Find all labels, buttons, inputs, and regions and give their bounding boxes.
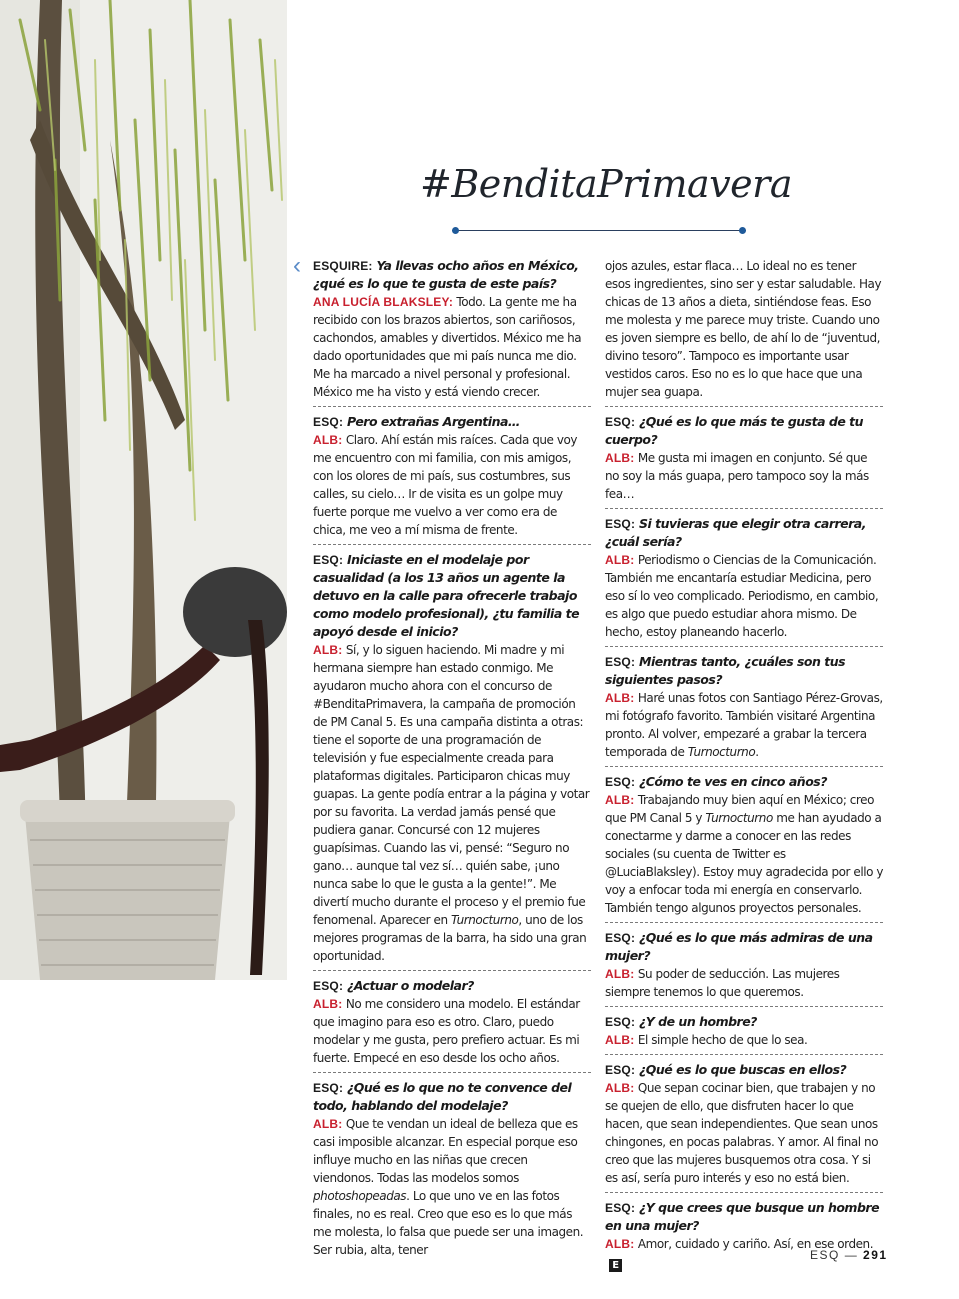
qa-item [605, 1061, 883, 1193]
qa-item [313, 977, 591, 1073]
footer-dash: — [844, 1248, 859, 1262]
qa-item [605, 1199, 883, 1277]
question: ESQ: ¿Y que crees que busque un hombre en una mujer? [605, 1200, 880, 1233]
qa-item [605, 515, 883, 647]
answer: ALB: No me considero una modelo. El estándar que imagino para eso es otro. Claro, puedo modelar y me gusta, pero prefiero actuar. Es mi fuerte. Empecé en eso desde los ocho años. [313, 997, 580, 1065]
qa-item [605, 413, 883, 509]
answer: ANA LUCÍA BLAKSLEY: Todo. La gente me ha recibido con los brazos abiertos, son cariñosos, cachondos, amables y divertidos. México me ha dado oportunidades que mi país nunca me dio. Me ha marcado a nivel personal y profesional. México me ha visto y está viendo crecer. [313, 295, 582, 399]
answer: ALB: Me gusta mi imagen en conjunto. Sé que no soy la más guapa, pero tampoco soy la más fea… [605, 451, 869, 501]
question: ESQ: ¿Qué es lo que más admiras de una mujer? [605, 930, 873, 963]
qa-item [605, 1013, 883, 1055]
question: ESQ: ¿Qué es lo que más te gusta de tu cuerpo? [605, 414, 864, 447]
magazine-name: ESQ [810, 1248, 840, 1262]
column-right [605, 257, 883, 1277]
qa-item [313, 257, 591, 407]
question: ESQ: ¿Qué es lo que no te convence del todo, hablando del modelaje? [313, 1080, 572, 1113]
qa-item [313, 551, 591, 971]
answer: ALB: Claro. Ahí están mis raíces. Cada que voy me encuentro con mi familia, con mis amigos, con los olores de mi país, sus costumbres, sus calles, su cielo… Ir de visita es un golpe muy fuerte porque me vuelvo a ver como era de chica, me veo a mí misma de frente. [313, 433, 578, 537]
question: ESQ: ¿Qué es lo que buscas en ellos? [605, 1062, 847, 1077]
question: ESQUIRE: Ya llevas ocho años en México, ¿qué es lo que te gusta de este país? [313, 258, 579, 291]
page-number: 291 [863, 1248, 888, 1262]
page-footer [810, 1248, 888, 1262]
qa-item [313, 1079, 591, 1264]
question: ESQ: Pero extrañas Argentina… [313, 414, 520, 429]
question: ESQ: ¿Cómo te ves en cinco años? [605, 774, 827, 789]
question: ESQ: Mientras tanto, ¿cuáles son tus siguientes pasos? [605, 654, 846, 687]
question: ESQ: Iniciaste en el modelaje por casualidad (a los 13 años un agente la detuvo en la calle para ofrecerle trabajo como modelo profesional), ¿tu familia te apoyó desde el inicio? [313, 552, 580, 639]
qa-item [605, 773, 883, 923]
answer: ALB: Que sepan cocinar bien, que trabajen y no se quejen de ello, que disfruten hacer lo que hacen, que sean independientes. Que sean unos chingones, en pocas palabras. Y amor. Al final no creo que las mujeres busquemos otra cosa. Y si es así, sería puro interés y eso no está bien. [605, 1081, 879, 1185]
column-left [313, 257, 591, 1264]
answer: ALB: El simple hecho de que lo sea. [605, 1033, 808, 1047]
article-title: #BenditaPrimavera [420, 162, 792, 206]
title-rule [452, 226, 746, 236]
answer: ALB: Trabajando muy bien aquí en México; creo que PM Canal 5 y Turnocturno me han ayudado a conectarme y darme a conocer en las redes sociales (su cuenta de Twitter es @LuciaBlaksley). Estoy muy agradecida por ello y voy a enfocar toda mi energía en conservarlo. También tengo algunos proyectos personales. [605, 793, 884, 915]
question: ESQ: ¿Y de un hombre? [605, 1014, 757, 1029]
answer: ALB: Amor, cuidado y cariño. Así, en ese orden.E [605, 1237, 874, 1271]
end-mark-icon: E [609, 1259, 622, 1272]
qa-item [313, 413, 591, 545]
answer: ALB: Su poder de seducción. Las mujeres siempre tenemos lo que queremos. [605, 967, 840, 999]
question: ESQ: Si tuvieras que elegir otra carrera, ¿cuál sería? [605, 516, 866, 549]
answer: ALB: Periodismo o Ciencias de la Comunicación. También me encantaría estudiar Medicina, pero eso sí lo veo complicado. Periodismo, en cambio, es algo que puedo estudiar ahora mismo. De hecho, estoy planeando hacerlo. [605, 553, 879, 639]
chevron-left-icon: ‹ [293, 252, 301, 279]
answer: ALB: Que te vendan un ideal de belleza que es casi imposible alcanzar. En especial porque eso influye mucho en las niñas que crecen viendonos. Todas las modelos somos photoshopeadas. Lo que uno ve en las fotos finales, no es real. Creo que eso es lo que más me molesta, lo falsa que puede ser una imagen. Ser rubia, alta, tener [313, 1117, 584, 1257]
answer: ALB: Haré unas fotos con Santiago Pérez-Grovas, mi fotógrafo favorito. También visitaré Argentina pronto. Al volver, empezaré a grabar la tercera temporada de Turnocturno. [605, 691, 883, 759]
answer: ALB: Sí, y lo siguen haciendo. Mi madre y mi hermana siempre han estado conmigo. Me ayudaron mucho ahora con el concurso de #BenditaPrimavera, la campaña de promoción de PM Canal 5. Es una campaña distinta a otras: tiene el soporte de una programación de televisión y fue especialmente creada para plataformas digitales. Participaron chicas muy guapas. La gente podía entrar a la página y votar por su favorita. La verdad jamás pensé que pudiera ganar. Concursé con 12 mujeres guapísimas. Cuando las vi, pensé: “Seguro no gano… aunque tal vez sí… quién sabe, ¡uno nunca sabe lo que le gusta a la gente!”. Me divertí mucho durante el proceso y el premio fue fenomenal. Aparecer en Turnocturno, uno de los mejores programas de la barra, ha sido una gran oportunidad. [313, 643, 590, 963]
answer-continued: ojos azules, estar flaca… Lo ideal no es tener esos ingredientes, sino ser y estar saludable. Hay chicas de 13 años a dieta, sintiéndose feas. Eso me molesta y me parece muy triste. Cuando uno es joven siempre es bello, de ahí lo de “juventud, divino tesoro”. Tampoco es importante usar vestidos caros. Eso no es lo que hace que una mujer sea guapa. [605, 259, 882, 399]
qa-item [605, 929, 883, 1007]
qa-continuation [605, 257, 883, 407]
qa-item [605, 653, 883, 767]
question: ESQ: ¿Actuar o modelar? [313, 978, 474, 993]
willow-plant-photo [0, 0, 287, 980]
